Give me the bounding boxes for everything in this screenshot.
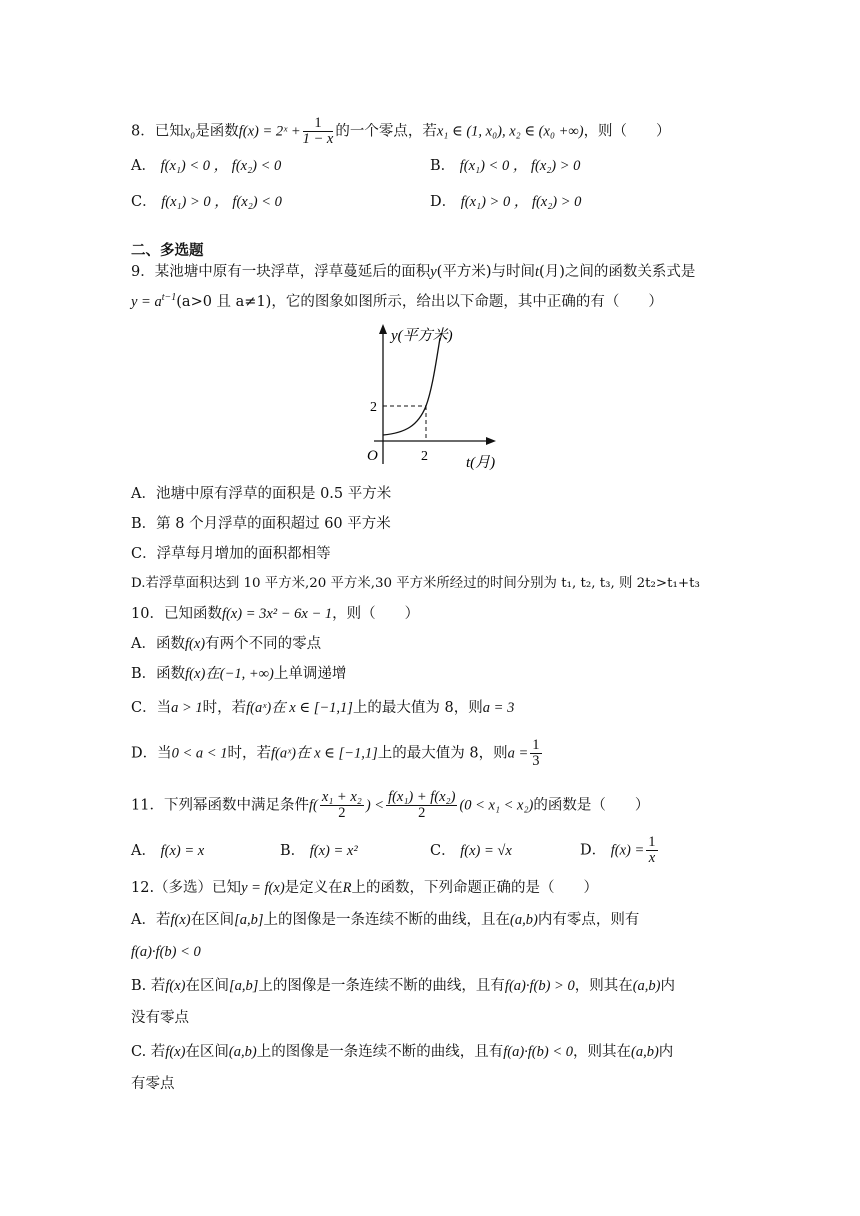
q9-option-d: D.若浮草面积达到 10 平方米,20 平方米,30 平方米所经过的时间分别为 t₁, t₂, t₃, 则 2t₂>t₁+t₃ [131,576,700,591]
q10-option-d: D．当0 < a < 1时，若f(aˣ)在 x ∈ [−1,1]上的最大值为 8，则a = $\frac{1}{3}$ [131,737,540,769]
origin-label: O [367,448,378,464]
q9-stem-line1: 9．某池塘中原有一块浮草，浮草蔓延后的面积y(平方米)与时间t(月)之间的函数关系式是 [131,264,696,280]
q11-stem: 11．下列幂函数中满足条件f( $\frac{\text{x₁ + x₂}}{2}$ ) < $\frac{\text{f(x₁) + f(x₂)}}{2}$ (0 < x₁ < x₂)的函数是（ ） [131,789,650,821]
q12-option-b-line2: 没有零点 [131,1010,189,1026]
math-fraction: $\frac{\text{x₁ + x₂}}{2}$ [321,789,362,821]
math-fraction: $\frac{1}{3}$ [532,737,540,769]
q8-option-a: A． f(x₁) < 0 ， f(x₂) < 0 [131,158,282,174]
q9-option-a: A．池塘中原有浮草的面积是 0.5 平方米 [131,486,392,502]
x-axis-label: t(月) [466,455,496,471]
q12-option-b-line1: B. 若f(x)在区间[a,b]上的图像是一条连续不断的曲线，且有f(a)·f(b) > 0，则其在(a,b)内 [131,978,675,994]
math-x0: x₀ [183,123,196,140]
q8-stem: 8．已知x₀是函数f(x) = 2ˣ + $\frac{1}{1 - x}$ 的一个零点，若x₁ ∈ (1, x₀), x₂ ∈ (x₀ +∞)，则（ ） [131,115,671,147]
math-exponential: y = a [131,294,162,310]
y-axis-label: y(平方米) [391,328,453,344]
x-axis-arrow [486,437,496,445]
q9-option-c: C．浮草每月增加的面积都相等 [131,546,331,562]
q11-option-a: A． f(x) = x [131,843,205,859]
q8-option-b: B． f(x₁) < 0 ， f(x₂) > 0 [430,158,581,174]
q8-option-c: C． f(x₁) > 0 ， f(x₂) < 0 [131,194,282,210]
q11-option-c: C． f(x) = √x [430,843,512,859]
q10-option-a: A．函数f(x)有两个不同的零点 [131,636,322,652]
math-fraction: $\frac{1}{1 - x}$ [302,115,334,147]
curve [383,338,440,435]
x-tick-label: 2 [421,449,428,464]
q12-option-c-line1: C. 若f(x)在区间(a,b)上的图像是一条连续不断的曲线，且有f(a)·f(b) < 0，则其在(a,b)内 [131,1044,674,1060]
q9-option-b: B．第 8 个月浮草的面积超过 60 平方米 [131,516,391,532]
math-function-def: f(x) = 2ˣ + [238,123,301,140]
math-fraction: $\frac{1}{x}$ [648,834,656,866]
q11-option-b: B． f(x) = x² [280,843,358,859]
section-title: 二、多选题 [131,243,204,259]
q10-option-c: C．当a > 1时，若f(aˣ)在 x ∈ [−1,1]上的最大值为 8，则a = 3 [131,700,515,716]
math-fraction: $\frac{\text{f(x₁) + f(x₂)}}{2}$ [388,789,456,821]
q10-stem: 10．已知函数f(x) = 3x² − 6x − 1，则（ ） [131,606,420,622]
q12-stem: 12.（多选）已知y = f(x)是定义在R上的函数，下列命题正确的是（ ） [131,880,599,896]
math-condition: x₁ ∈ (1, x₀), x₂ ∈ (x₀ +∞) [436,123,584,140]
q12-option-c-line2: 有零点 [131,1076,175,1092]
q8-option-d: D． f(x₁) > 0 ， f(x₂) > 0 [430,194,582,210]
q12-option-a-line1: A．若f(x)在区间[a,b]上的图像是一条连续不断的曲线，且在(a,b)内有零点，则有 [131,912,640,928]
q11-option-d: D． f(x) = $\frac{1}{x}$ [580,834,656,866]
q12-option-a-line2: f(a)·f(b) < 0 [131,944,201,960]
y-axis-arrow [379,324,387,334]
q10-option-b: B．函数f(x)在(−1, +∞)上单调递增 [131,666,347,682]
q9-graph [360,318,510,478]
y-tick-label: 2 [370,400,377,415]
q9-stem-line2: $y = a^{t-1}(a>0$ 且 a≠1)，它的图象如图所示，给出以下命题，其中正确的有（ ） [131,292,663,310]
